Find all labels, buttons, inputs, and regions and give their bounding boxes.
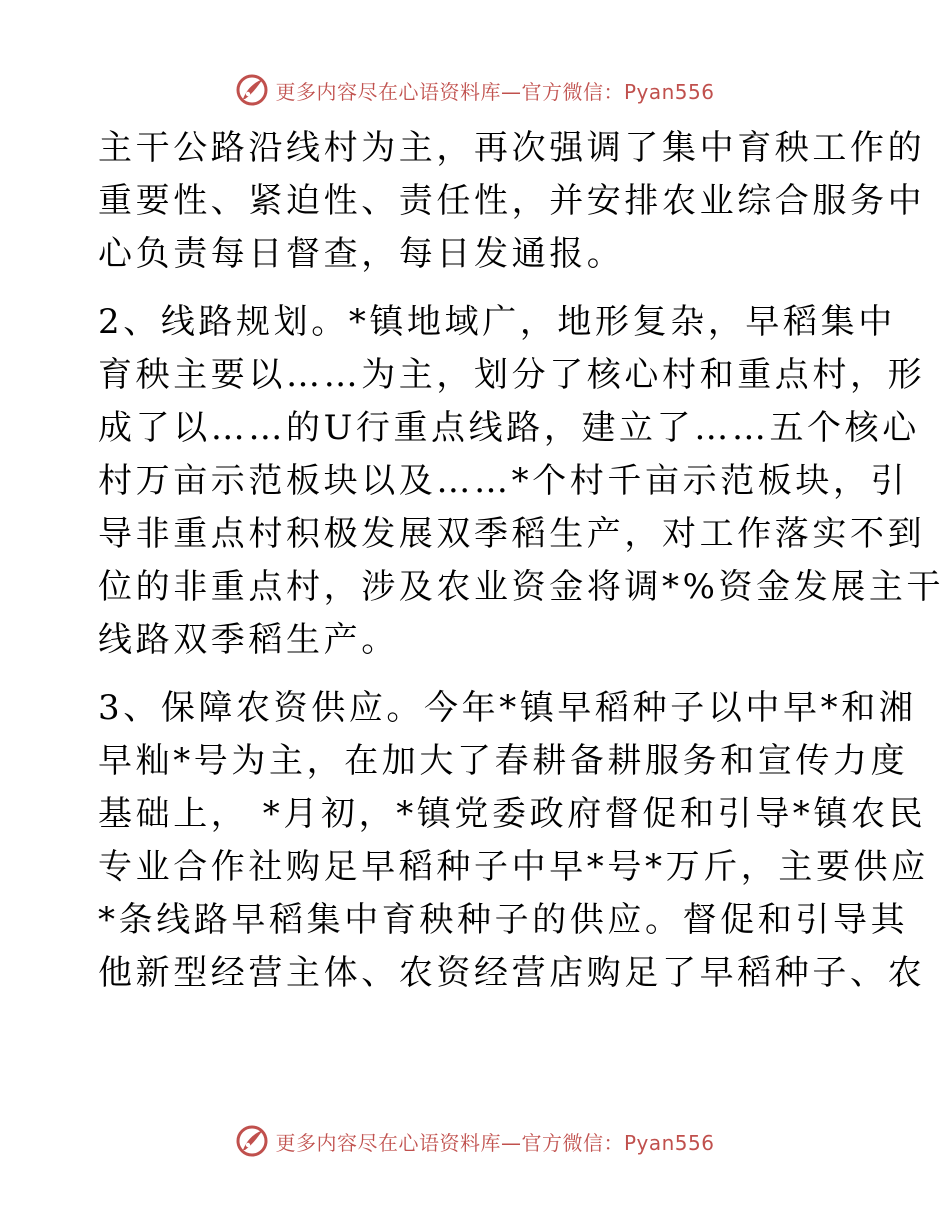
watermark-text: 更多内容尽在心语资料库—官方微信：Pyan556: [275, 79, 715, 104]
text-line: *条线路早稻集中育秧种子的供应。督促和引导其: [98, 900, 909, 940]
text-line: 导非重点村积极发展双季稻生产，对工作落实不到: [98, 514, 926, 554]
text-line: 重要性、紧迫性、责任性，并安排农业综合服务中: [98, 181, 926, 221]
text-line: 3、保障农资供应。今年*镇早稻种子以中早*和湘: [98, 688, 917, 728]
quill-logo-icon: [235, 1124, 269, 1158]
footer-watermark: [0, 1121, 950, 1161]
text-line: 成了以……的U行重点线路，建立了……五个核心: [98, 408, 920, 448]
paragraph-3: [98, 682, 929, 1000]
text-line: 线路双季稻生产。: [98, 620, 399, 660]
paragraph-1: [98, 122, 926, 281]
text-line: 基础上， *月初，*镇党委政府督促和引导*镇农民: [98, 794, 927, 834]
text-line: 2、线路规划。*镇地域广，地形复杂，早稻集中: [98, 302, 896, 342]
watermark-text: 更多内容尽在心语资料库—官方微信：Pyan556: [275, 1130, 715, 1155]
document-body: [98, 122, 945, 1000]
text-line: 早籼*号为主，在加大了春耕备耕服务和宣传力度: [98, 741, 909, 781]
text-line: 村万亩示范板块以及……*个村千亩示范板块，引: [98, 461, 909, 501]
text-line: 专业合作社购足早稻种子中早*号*万斤，主要供应: [98, 847, 929, 887]
quill-logo-icon: [235, 73, 269, 107]
header-watermark: [0, 70, 950, 110]
text-line: 心负责每日督查，每日发通报。: [98, 234, 625, 274]
text-line: 位的非重点村，涉及农业资金将调*%资金发展主干: [98, 567, 945, 607]
text-line: 育秧主要以……为主，划分了核心村和重点村，形: [98, 355, 926, 395]
text-line: 他新型经营主体、农资经营店购足了早稻种子、农: [98, 953, 926, 993]
paragraph-2: [98, 296, 945, 667]
text-line: 主干公路沿线村为主，再次强调了集中育秧工作的: [98, 128, 926, 168]
